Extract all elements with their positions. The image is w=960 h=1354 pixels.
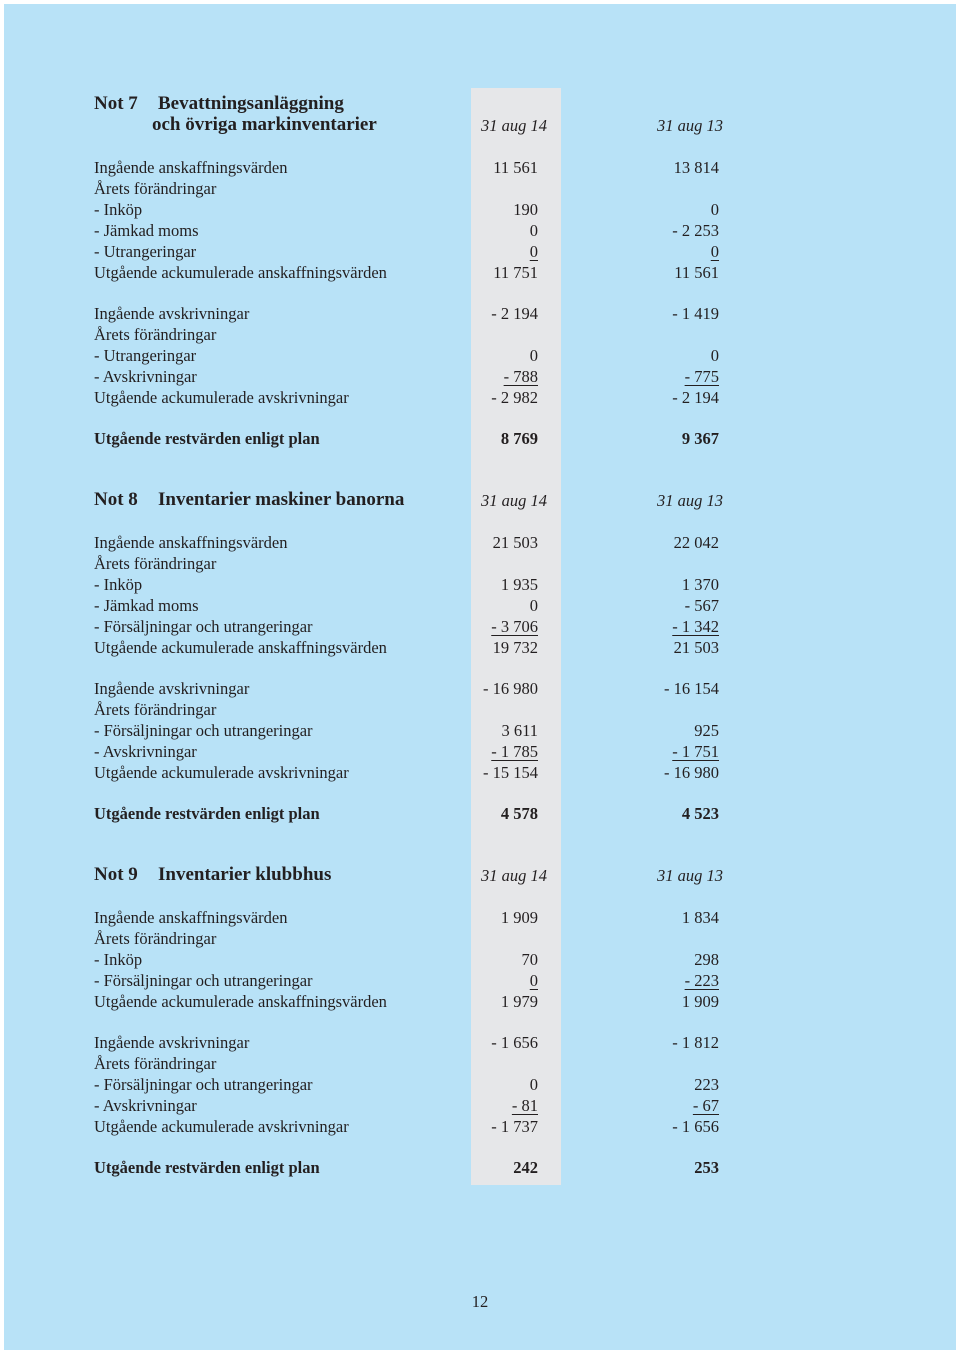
note-8-heading [0,489,960,511]
note-7-row [0,366,960,387]
row-label: Utgående restvärden enligt plan [94,429,320,448]
value-current: 8 769 [500,429,538,448]
value-previous: - 16 980 [664,763,719,782]
row-label: Årets förändringar [94,929,217,948]
note-7-row [0,178,960,199]
value-previous: 253 [694,1158,719,1177]
value-previous: - 2 194 [672,388,719,407]
note-7-row [0,199,960,220]
value-current: 21 503 [492,533,538,552]
row-label: - Försäljningar och utrangeringar [94,971,313,990]
row-label: Utgående ackumulerade anskaffningsvärden [94,263,387,282]
value-previous: 9 367 [681,429,719,448]
value-previous: 223 [694,1075,719,1094]
note-9-row [0,949,960,970]
note-8-row [0,762,960,783]
row-label: - Utrangeringar [94,242,197,261]
value-previous: 1 909 [681,992,719,1011]
note-9-row [0,1095,960,1116]
note-7-col-current: 31 aug 14 [481,116,547,135]
row-label: Ingående anskaffningsvärden [94,908,288,927]
value-current: 190 [513,200,538,219]
value-previous: 21 503 [673,638,719,657]
note-8-row [0,553,960,574]
value-previous: - 16 154 [664,679,719,698]
note-8-col-current: 31 aug 14 [481,491,547,510]
value-current: - 1 656 [491,1033,538,1052]
note-9-row [0,1074,960,1095]
row-label: - Inköp [94,950,143,969]
row-label: Ingående avskrivningar [94,679,250,698]
value-previous: 13 814 [673,158,719,177]
note-8-row [0,637,960,658]
note-8-total-row [0,803,960,824]
value-current: 0 [529,971,538,990]
note-8-col-previous: 31 aug 13 [657,491,723,510]
value-current: 0 [529,221,538,240]
row-label: - Inköp [94,575,143,594]
row-label: Årets förändringar [94,179,217,198]
note-9-row [0,1116,960,1137]
value-previous: - 1 751 [672,742,719,761]
value-current: 4 578 [500,804,538,823]
value-current: - 2 982 [491,388,538,407]
note-8-row [0,595,960,616]
note-9-row [0,907,960,928]
page-number: 12 [471,1292,489,1311]
row-label: Ingående avskrivningar [94,304,250,323]
note-7-title: Bevattningsanläggning [158,93,344,114]
note-9-row [0,970,960,991]
note-8-number: Not 8 [94,489,138,510]
row-label: - Jämkad moms [94,596,199,615]
note-7-number: Not 7 [94,93,138,114]
value-current: 1 935 [500,575,538,594]
note-9-heading [0,864,960,886]
row-label: Ingående anskaffningsvärden [94,158,288,177]
value-current: 3 611 [501,721,538,740]
row-label: - Avskrivningar [94,1096,197,1115]
note-9-row [0,1053,960,1074]
note-7-row [0,387,960,408]
row-label: - Försäljningar och utrangeringar [94,617,313,636]
note-8-row [0,678,960,699]
row-label: Utgående ackumulerade avskrivningar [94,388,349,407]
row-label: - Försäljningar och utrangeringar [94,1075,313,1094]
value-previous: - 1 656 [672,1117,719,1136]
row-label: Årets förändringar [94,700,217,719]
note-7-row [0,262,960,283]
value-current: 11 751 [493,263,538,282]
note-7-row [0,303,960,324]
note-8-row [0,532,960,553]
value-current: 0 [529,242,538,261]
note-9-row [0,928,960,949]
note-9-total-row [0,1157,960,1178]
value-previous: - 2 253 [672,221,719,240]
value-current: 0 [529,1075,538,1094]
row-label: - Jämkad moms [94,221,199,240]
row-label: Utgående ackumulerade avskrivningar [94,1117,349,1136]
row-label: Utgående restvärden enligt plan [94,1158,320,1177]
value-current: - 16 980 [483,679,538,698]
note-9-title: Inventarier klubbhus [158,864,332,885]
value-previous: - 1 342 [672,617,719,636]
value-previous: 22 042 [673,533,719,552]
note-8-row [0,741,960,762]
note-8-row [0,616,960,637]
note-9-col-current: 31 aug 14 [481,866,547,885]
row-label: - Inköp [94,200,143,219]
note-7-row [0,324,960,345]
value-current: 11 561 [493,158,538,177]
note-9-row [0,1032,960,1053]
note-7-row [0,157,960,178]
value-current: - 1 785 [491,742,538,761]
note-7-row [0,345,960,366]
note-9-row [0,991,960,1012]
value-previous: 925 [694,721,719,740]
value-previous: - 567 [684,596,719,615]
value-current: - 81 [511,1096,538,1115]
note-8-row [0,720,960,741]
value-previous: 4 523 [681,804,719,823]
value-previous: 1 834 [681,908,719,927]
value-current: - 3 706 [491,617,538,636]
row-label: Utgående ackumulerade anskaffningsvärden [94,992,387,1011]
value-previous: - 67 [692,1096,719,1115]
note-9-col-previous: 31 aug 13 [657,866,723,885]
value-previous: 0 [710,346,719,365]
value-previous: - 1 812 [672,1033,719,1052]
value-previous: 11 561 [674,263,719,282]
value-previous: - 1 419 [672,304,719,323]
note-7-row [0,241,960,262]
value-current: 70 [521,950,538,969]
row-label: - Försäljningar och utrangeringar [94,721,313,740]
row-label: Ingående anskaffningsvärden [94,533,288,552]
value-previous: 298 [694,950,719,969]
note-8-row [0,699,960,720]
note-7-col-previous: 31 aug 13 [657,116,723,135]
note-7-total-row [0,428,960,449]
value-current: - 15 154 [483,763,538,782]
value-current: - 788 [503,367,538,386]
value-previous: 0 [710,200,719,219]
row-label: Utgående ackumulerade anskaffningsvärden [94,638,387,657]
value-current: - 1 737 [491,1117,538,1136]
value-previous: - 775 [684,367,719,386]
value-previous: 1 370 [681,575,719,594]
value-previous: 0 [710,242,719,261]
note-8-title: Inventarier maskiner banorna [158,489,405,510]
row-label: Ingående avskrivningar [94,1033,250,1052]
note-8-row [0,574,960,595]
value-current: 0 [529,346,538,365]
row-label: - Avskrivningar [94,367,197,386]
value-previous: - 223 [684,971,719,990]
row-label: Årets förändringar [94,554,217,573]
row-label: - Avskrivningar [94,742,197,761]
value-current: 242 [513,1158,538,1177]
value-current: 0 [529,596,538,615]
note-7-row [0,220,960,241]
row-label: Årets förändringar [94,325,217,344]
value-current: - 2 194 [491,304,538,323]
value-current: 1 979 [500,992,538,1011]
note-7-heading [0,93,960,115]
row-label: Årets förändringar [94,1054,217,1073]
note-9-number: Not 9 [94,864,138,885]
row-label: Utgående restvärden enligt plan [94,804,320,823]
value-current: 19 732 [492,638,538,657]
note-7-title-line2: och övriga markinventarier [152,114,377,135]
row-label: - Utrangeringar [94,346,197,365]
row-label: Utgående ackumulerade avskrivningar [94,763,349,782]
value-current: 1 909 [500,908,538,927]
